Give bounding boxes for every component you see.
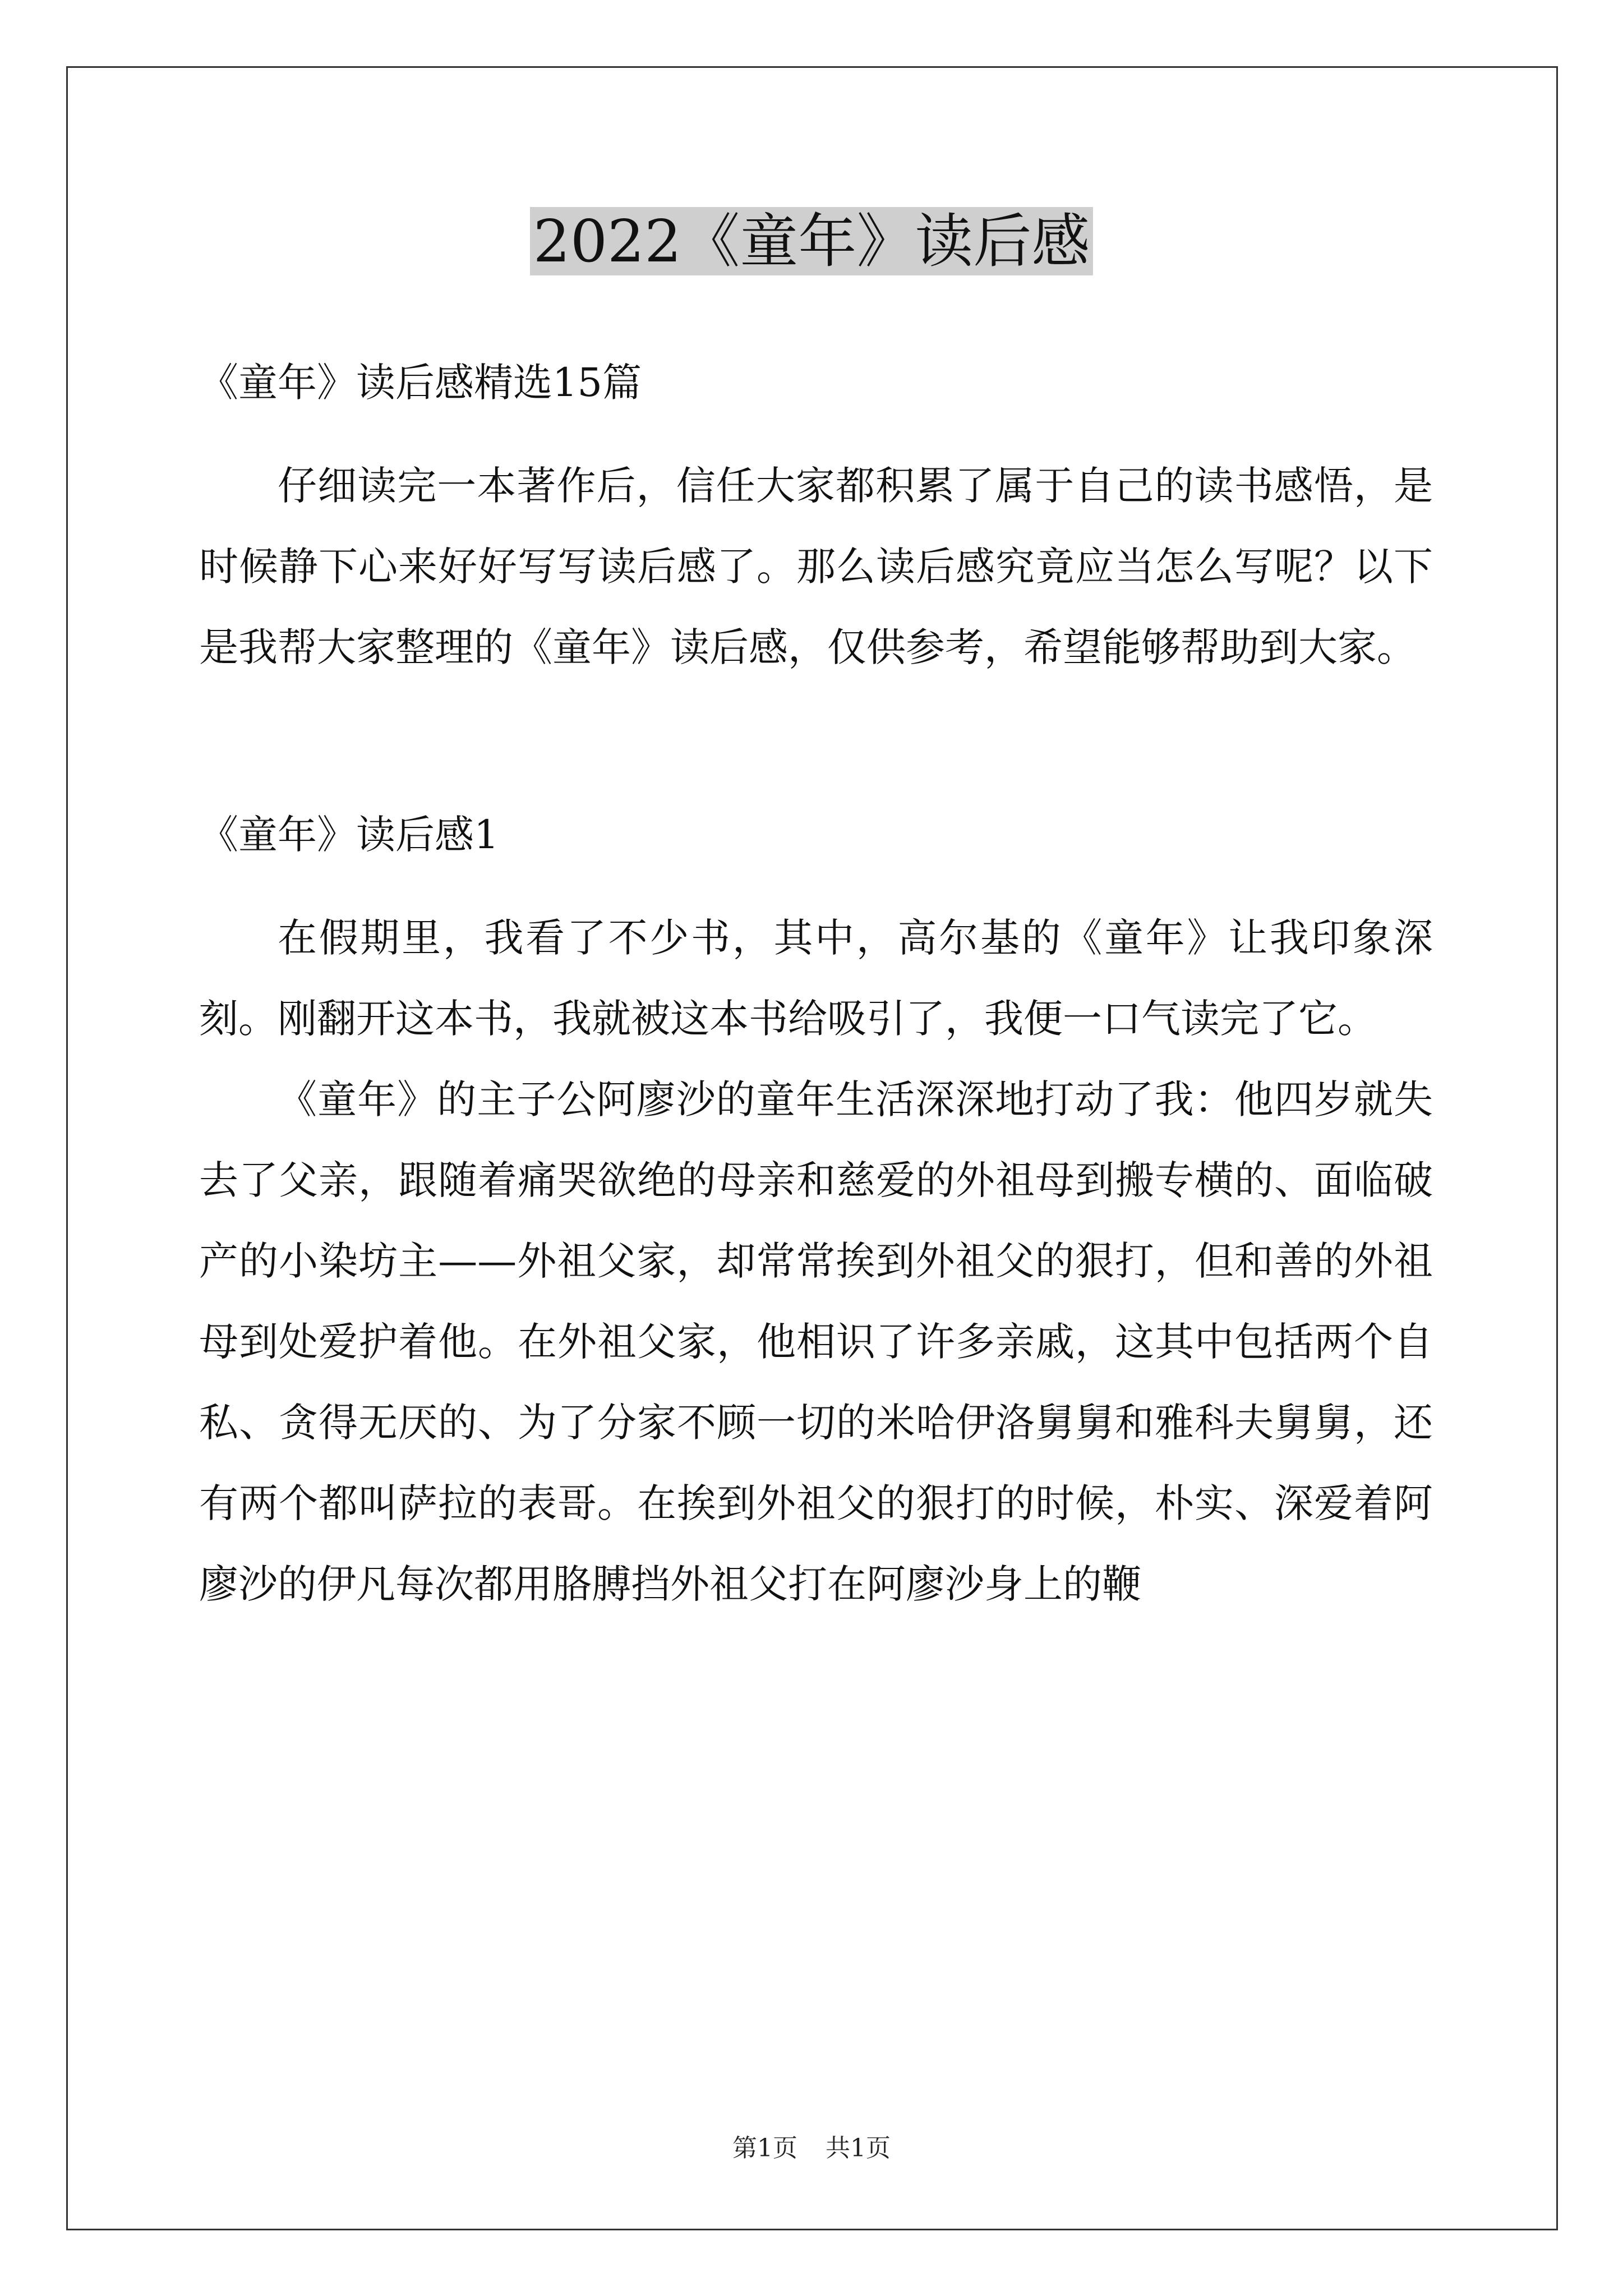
intro-paragraph: 仔细读完一本著作后，信任大家都积累了属于自己的读书感悟，是时候静下心来好好写写读后感了。那么读后感究竟应当怎么写呢？以下是我帮大家整理的《童年》读后感，仅供参考，希望能够帮助到大家。	[199, 463, 1433, 670]
body-paragraph: 《童年》的主子公阿廖沙的童年生活深深地打动了我：他四岁就失去了父亲，跟随着痛哭欲绝的母亲和慈爱的外祖母到搬专横的、面临破产的小染坊主——外祖父家，却常常挨到外祖父的狠打，但和善的外祖母到处爱护着他。在外祖父家，他相识了许多亲戚，这其中包括两个自私、贪得无厌的、为了分家不顾一切的米哈伊洛舅舅和雅科夫舅舅，还有两个都叫萨拉的表哥。在挨到外祖父的狠打的时候，朴实、深爱着阿廖沙的伊凡每次都用胳膊挡外祖父打在阿廖沙身上的鞭	[199, 1076, 1433, 1607]
document-title-text: 2022《童年》读后感	[530, 207, 1094, 275]
spacer	[199, 423, 1433, 445]
page-footer	[0, 2132, 1623, 2165]
document-title	[0, 199, 1623, 283]
document-subtitle: 《童年》读后感精选15篇	[199, 360, 642, 406]
document-body	[199, 342, 1433, 1625]
spacer	[199, 875, 1433, 898]
page-number: 第1页	[732, 2134, 797, 2162]
spacer	[199, 688, 1433, 794]
section-heading: 《童年》读后感1	[199, 812, 499, 858]
body-paragraph: 在假期里，我看了不少书，其中，高尔基的《童年》让我印象深刻。刚翻开这本书，我就被这本书给吸引了，我便一口气读完了它。	[199, 915, 1433, 1042]
page-total: 共1页	[826, 2134, 891, 2162]
